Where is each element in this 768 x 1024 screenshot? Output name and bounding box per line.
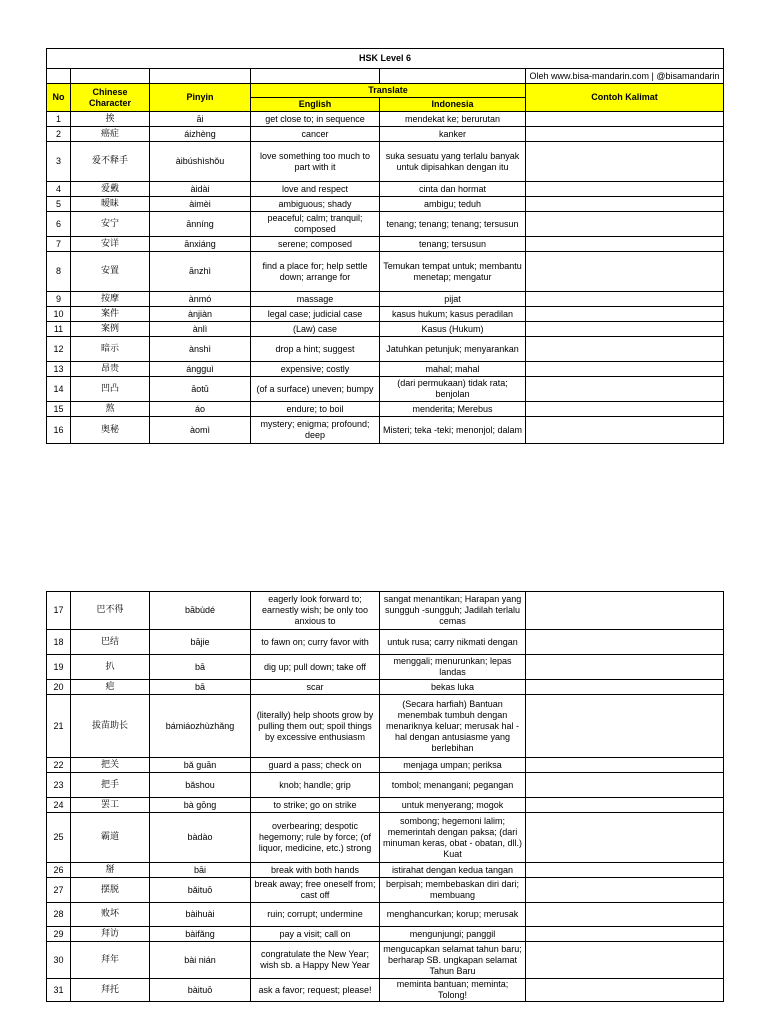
english-cell: cancer [251,127,380,142]
chinese-character-cell: 把手 [71,773,150,798]
example-sentence-cell [526,197,724,212]
english-cell: scar [251,680,380,695]
chinese-character-cell: 案例 [71,322,150,337]
english-cell: mystery; enigma; profound; deep [251,417,380,444]
chinese-character-cell: 凹凸 [71,377,150,402]
row-number-cell: 15 [47,402,71,417]
english-cell: ruin; corrupt; undermine [251,903,380,927]
table-row [47,362,724,377]
chinese-character-cell: 安详 [71,237,150,252]
table-row [47,942,724,979]
indonesia-cell: cinta dan hormat [380,182,526,197]
chinese-character-cell: 把关 [71,758,150,773]
header-character: Chinese Character [71,84,150,112]
chinese-character-cell: 拜访 [71,927,150,942]
english-cell: peaceful; calm; tranquil; composed [251,212,380,237]
pinyin-cell: ángguì [150,362,251,377]
indonesia-cell: kasus hukum; kasus peradilan [380,307,526,322]
english-cell: to fawn on; curry favor with [251,630,380,655]
english-cell: endure; to boil [251,402,380,417]
row-number-cell: 25 [47,813,71,863]
table-row [47,212,724,237]
example-sentence-cell [526,878,724,903]
indonesia-cell: tenang; tersusun [380,237,526,252]
example-sentence-cell [526,212,724,237]
pinyin-cell: àimèi [150,197,251,212]
row-number-cell: 18 [47,630,71,655]
indonesia-cell: mahal; mahal [380,362,526,377]
chinese-character-cell: 安置 [71,252,150,292]
row-number-cell: 22 [47,758,71,773]
table-body-part2 [47,592,724,1002]
chinese-character-cell: 暧昧 [71,197,150,212]
blank-cell [47,69,71,84]
table-row [47,417,724,444]
english-cell: love something too much to part with it [251,142,380,182]
table-row [47,377,724,402]
example-sentence-cell [526,252,724,292]
table-row [47,798,724,813]
row-number-cell: 28 [47,903,71,927]
row-number-cell: 24 [47,798,71,813]
example-sentence-cell [526,592,724,630]
indonesia-cell: menderita; Merebus [380,402,526,417]
indonesia-cell: pijat [380,292,526,307]
indonesia-cell: (dari permukaan) tidak rata; benjolan [380,377,526,402]
header-english: English [251,98,380,112]
header-row [47,84,724,98]
english-cell: dig up; pull down; take off [251,655,380,680]
english-cell: ambiguous; shady [251,197,380,212]
english-cell: love and respect [251,182,380,197]
chinese-character-cell: 疤 [71,680,150,695]
row-number-cell: 30 [47,942,71,979]
table-row [47,142,724,182]
indonesia-cell: Temukan tempat untuk; membantu menetap; mengatur [380,252,526,292]
row-number-cell: 10 [47,307,71,322]
chinese-character-cell: 霸道 [71,813,150,863]
row-number-cell: 2 [47,127,71,142]
pinyin-cell: bābùdé [150,592,251,630]
blank-cell [251,69,380,84]
english-cell: ask a favor; request; please! [251,979,380,1002]
pinyin-cell: áo [150,402,251,417]
table-row [47,402,724,417]
chinese-character-cell: 案件 [71,307,150,322]
row-number-cell: 27 [47,878,71,903]
indonesia-cell: mengucapkan selamat tahun baru; berharap SB. ungkapan selamat Tahun Baru [380,942,526,979]
title-row [47,49,724,69]
pinyin-cell: bàdào [150,813,251,863]
row-number-cell: 29 [47,927,71,942]
chinese-character-cell: 暗示 [71,337,150,362]
row-number-cell: 26 [47,863,71,878]
example-sentence-cell [526,695,724,758]
pinyin-cell: àibúshìshǒu [150,142,251,182]
example-sentence-cell [526,337,724,362]
chinese-character-cell: 巴结 [71,630,150,655]
row-number-cell: 8 [47,252,71,292]
table-row [47,758,724,773]
table-row [47,182,724,197]
table-row [47,680,724,695]
pinyin-cell: bámiáozhùzhǎng [150,695,251,758]
indonesia-cell: menggali; menurunkan; lepas landas [380,655,526,680]
english-cell: eagerly look forward to; earnestly wish; be only too anxious to [251,592,380,630]
table-row [47,903,724,927]
table-body-part1 [47,112,724,444]
pinyin-cell: bǎshou [150,773,251,798]
pinyin-cell: bà gōng [150,798,251,813]
pinyin-cell: ànmó [150,292,251,307]
blank-cell [71,69,150,84]
pinyin-cell: àidài [150,182,251,197]
table-row [47,307,724,322]
vocab-table-part1 [46,48,724,444]
pinyin-cell: ànshì [150,337,251,362]
row-number-cell: 14 [47,377,71,402]
pinyin-cell: bǎ guān [150,758,251,773]
pinyin-cell: ānníng [150,212,251,237]
example-sentence-cell [526,362,724,377]
english-cell: overbearing; despotic hegemony; rule by force; (of liquor, medicine, etc.) strong [251,813,380,863]
example-sentence-cell [526,979,724,1002]
pinyin-cell: bā [150,680,251,695]
example-sentence-cell [526,307,724,322]
table-row [47,592,724,630]
row-number-cell: 13 [47,362,71,377]
indonesia-cell: menjaga umpan; periksa [380,758,526,773]
row-number-cell: 31 [47,979,71,1002]
indonesia-cell: suka sesuatu yang terlalu banyak untuk dipisahkan dengan itu [380,142,526,182]
header-example: Contoh Kalimat [526,84,724,112]
chinese-character-cell: 掰 [71,863,150,878]
credit-row [47,69,724,84]
example-sentence-cell [526,655,724,680]
pinyin-cell: āotū [150,377,251,402]
chinese-character-cell: 安宁 [71,212,150,237]
blank-cell [150,69,251,84]
table-row [47,237,724,252]
example-sentence-cell [526,142,724,182]
example-sentence-cell [526,322,724,337]
row-number-cell: 4 [47,182,71,197]
row-number-cell: 20 [47,680,71,695]
pinyin-cell: āi [150,112,251,127]
indonesia-cell: mendekat ke; berurutan [380,112,526,127]
row-number-cell: 19 [47,655,71,680]
english-cell: guard a pass; check on [251,758,380,773]
indonesia-cell: Misteri; teka -teki; menonjol; dalam [380,417,526,444]
example-sentence-cell [526,758,724,773]
english-cell: (literally) help shoots grow by pulling them out; spoil things by excessive enthusiasm [251,695,380,758]
row-number-cell: 23 [47,773,71,798]
table-row [47,337,724,362]
chinese-character-cell: 昂贵 [71,362,150,377]
chinese-character-cell: 摆脱 [71,878,150,903]
indonesia-cell: Kasus (Hukum) [380,322,526,337]
chinese-character-cell: 癌症 [71,127,150,142]
table-row [47,322,724,337]
indonesia-cell: ambigu; teduh [380,197,526,212]
table-row [47,878,724,903]
pinyin-cell: bā [150,655,251,680]
row-number-cell: 3 [47,142,71,182]
chinese-character-cell: 拔苗助长 [71,695,150,758]
indonesia-cell: mengunjungi; panggil [380,927,526,942]
pinyin-cell: ànjiàn [150,307,251,322]
chinese-character-cell: 罢工 [71,798,150,813]
table-row [47,927,724,942]
table-row [47,655,724,680]
indonesia-cell: kanker [380,127,526,142]
chinese-character-cell: 挨 [71,112,150,127]
chinese-character-cell: 熬 [71,402,150,417]
indonesia-cell: (Secara harfiah) Bantuan menembak tumbuh dengan menariknya keluar; merusak hal -hal dengan antusiasme yang berlebihan [380,695,526,758]
row-number-cell: 17 [47,592,71,630]
row-number-cell: 6 [47,212,71,237]
table-row [47,813,724,863]
table-row [47,773,724,798]
indonesia-cell: berpisah; membebaskan diri dari; membuang [380,878,526,903]
english-cell: break with both hands [251,863,380,878]
pinyin-cell: bàifǎng [150,927,251,942]
example-sentence-cell [526,237,724,252]
example-sentence-cell [526,942,724,979]
example-sentence-cell [526,182,724,197]
pinyin-cell: bāi [150,863,251,878]
table-row [47,197,724,212]
pinyin-cell: áizhèng [150,127,251,142]
indonesia-cell: bekas luka [380,680,526,695]
english-cell: break away; free oneself from; cast off [251,878,380,903]
example-sentence-cell [526,798,724,813]
chinese-character-cell: 巴不得 [71,592,150,630]
table-row [47,695,724,758]
example-sentence-cell [526,630,724,655]
english-cell: expensive; costly [251,362,380,377]
table-row [47,630,724,655]
english-cell: (Law) case [251,322,380,337]
table-row [47,292,724,307]
row-number-cell: 1 [47,112,71,127]
table-row [47,863,724,878]
example-sentence-cell [526,112,724,127]
header-indonesia: Indonesia [380,98,526,112]
indonesia-cell: tenang; tenang; tenang; tersusun [380,212,526,237]
example-sentence-cell [526,813,724,863]
chinese-character-cell: 扒 [71,655,150,680]
pinyin-cell: ànlì [150,322,251,337]
english-cell: to strike; go on strike [251,798,380,813]
chinese-character-cell: 爱戴 [71,182,150,197]
table-row [47,252,724,292]
example-sentence-cell [526,773,724,798]
example-sentence-cell [526,927,724,942]
row-number-cell: 7 [47,237,71,252]
indonesia-cell: istirahat dengan kedua tangan [380,863,526,878]
example-sentence-cell [526,417,724,444]
example-sentence-cell [526,903,724,927]
row-number-cell: 9 [47,292,71,307]
pinyin-cell: bài nián [150,942,251,979]
english-cell: serene; composed [251,237,380,252]
english-cell: knob; handle; grip [251,773,380,798]
english-cell: find a place for; help settle down; arrange for [251,252,380,292]
chinese-character-cell: 爱不释手 [71,142,150,182]
sheet-title: HSK Level 6 [47,49,724,69]
row-number-cell: 5 [47,197,71,212]
indonesia-cell: sangat menantikan; Harapan yang sungguh -sungguh; Jadilah terlalu cemas [380,592,526,630]
chinese-character-cell: 败坏 [71,903,150,927]
credit-text: Oleh www.bisa-mandarin.com | @bisamandarin [526,69,724,84]
english-cell: drop a hint; suggest [251,337,380,362]
pinyin-cell: bājie [150,630,251,655]
row-number-cell: 11 [47,322,71,337]
row-number-cell: 21 [47,695,71,758]
header-no: No [47,84,71,112]
indonesia-cell: Jatuhkan petunjuk; menyarankan [380,337,526,362]
table-row [47,979,724,1002]
blank-cell [380,69,526,84]
vocab-table-part2 [46,591,724,1002]
pinyin-cell: ānzhì [150,252,251,292]
indonesia-cell: sombong; hegemoni lalim; memerintah dengan paksa; (dari minuman keras, obat - obatan, dll.) Kuat [380,813,526,863]
example-sentence-cell [526,377,724,402]
indonesia-cell: meminta bantuan; meminta; Tolong! [380,979,526,1002]
english-cell: get close to; in sequence [251,112,380,127]
header-translate: Translate [251,84,526,98]
english-cell: congratulate the New Year; wish sb. a Happy New Year [251,942,380,979]
row-number-cell: 16 [47,417,71,444]
example-sentence-cell [526,127,724,142]
example-sentence-cell [526,402,724,417]
pinyin-cell: bàihuài [150,903,251,927]
row-number-cell: 12 [47,337,71,362]
table-row [47,127,724,142]
chinese-character-cell: 拜年 [71,942,150,979]
pinyin-cell: bàituō [150,979,251,1002]
pinyin-cell: àomì [150,417,251,444]
english-cell: pay a visit; call on [251,927,380,942]
table-row [47,112,724,127]
english-cell: legal case; judicial case [251,307,380,322]
indonesia-cell: tombol; menangani; pegangan [380,773,526,798]
chinese-character-cell: 按摩 [71,292,150,307]
indonesia-cell: untuk menyerang; mogok [380,798,526,813]
pinyin-cell: ānxiáng [150,237,251,252]
example-sentence-cell [526,292,724,307]
english-cell: (of a surface) uneven; bumpy [251,377,380,402]
indonesia-cell: untuk rusa; carry nikmati dengan [380,630,526,655]
indonesia-cell: menghancurkan; korup; merusak [380,903,526,927]
chinese-character-cell: 奥秘 [71,417,150,444]
english-cell: massage [251,292,380,307]
example-sentence-cell [526,863,724,878]
example-sentence-cell [526,680,724,695]
header-pinyin: Pinyin [150,84,251,112]
pinyin-cell: bǎituō [150,878,251,903]
chinese-character-cell: 拜托 [71,979,150,1002]
